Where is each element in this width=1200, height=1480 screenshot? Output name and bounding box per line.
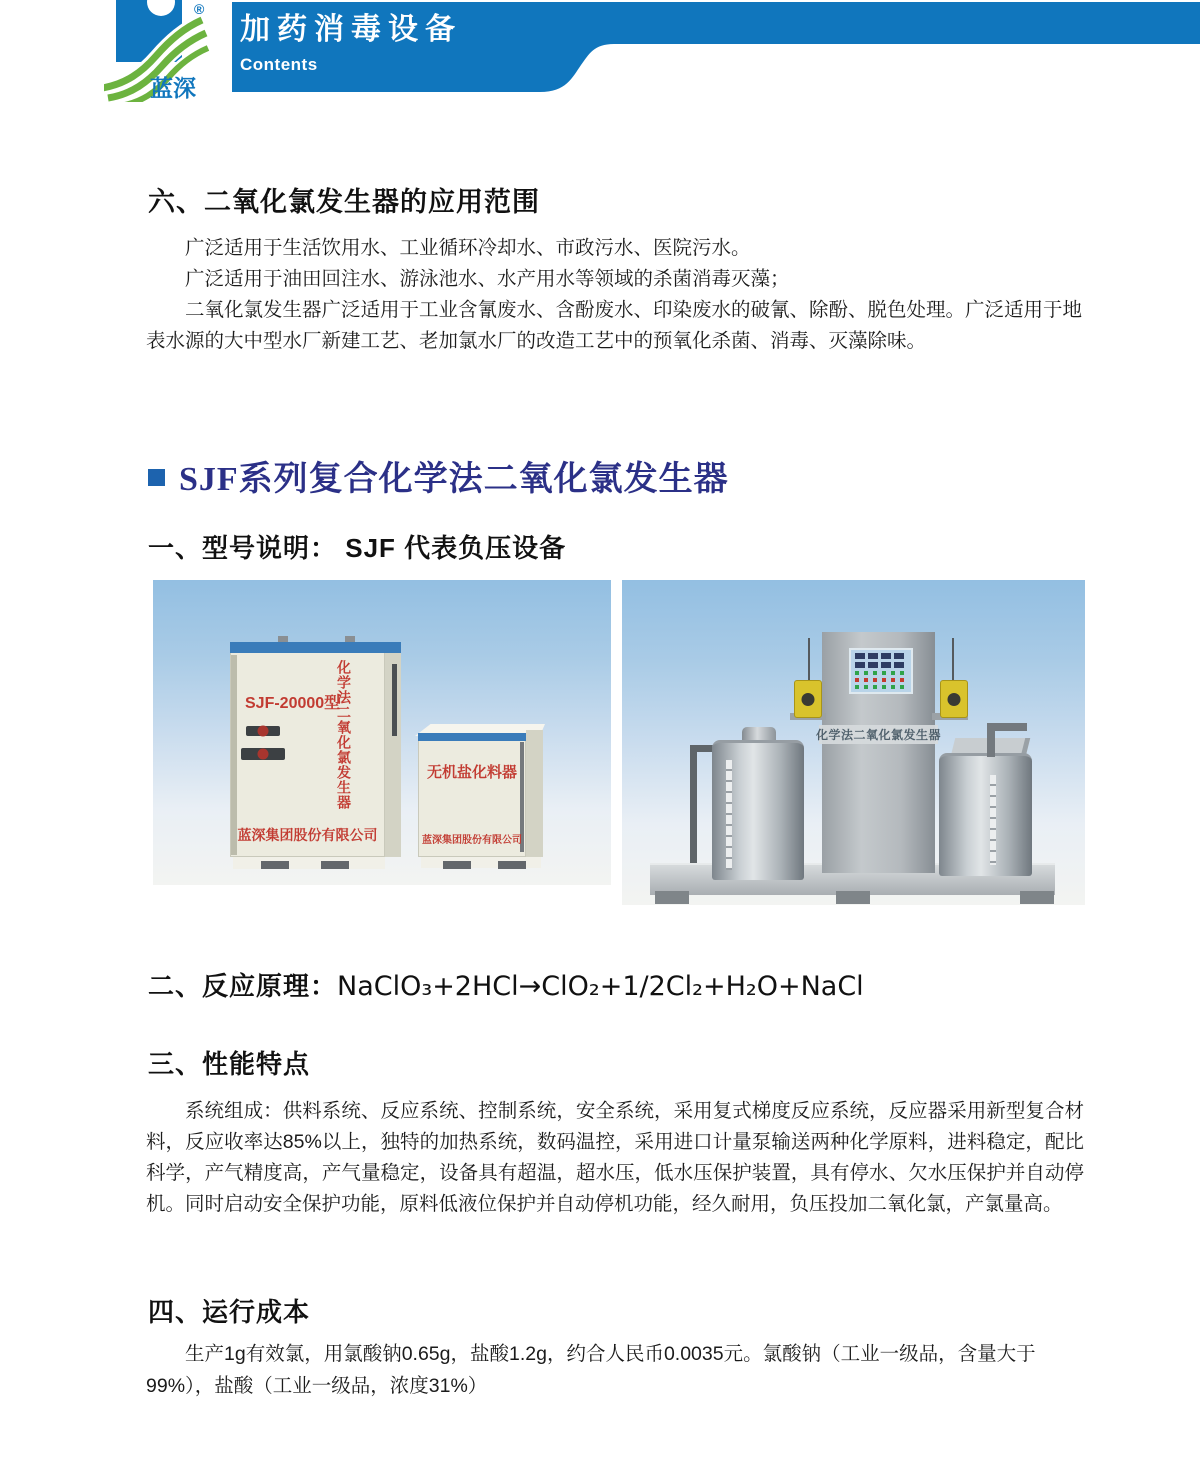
metering-pump-right xyxy=(940,680,968,718)
cabinet-top-knob xyxy=(278,636,288,642)
cabinet-plinth xyxy=(233,857,385,869)
product-photo-right xyxy=(622,580,1085,905)
section6-para3: 二氧化氯发生器广泛适用于工业含氰废水、含酚废水、印染废水的破氰、除酚、脱色处理。广泛适用于地表水源的大中型水厂新建工艺、老加氯水厂的改造工艺中的预氧化杀菌、消毒、灭藻除味。 xyxy=(146,299,1083,352)
indicator-lights-red xyxy=(855,678,907,682)
section3-paragraph: 系统组成：供料系统、反应系统、控制系统，安全系统，采用复式梯度反应系统，反应器采用新型复合材料，反应收率达85%以上，独特的加热系统，数码温控，采用进口计量泵输送两种化学原料，进料稳定，配比科学，产气精度高，产气量稳定，设备具有超温，超水压，低水压保护装置，具有停水、欠水压保护并自动停机。同时启动安全保护功能，原料低液位保护并自动停机功能，经久耐用，负压投加二氧化氯，产氯量高。 xyxy=(146,1100,1084,1215)
plinth-notch xyxy=(443,861,471,869)
section1-heading: 一、型号说明： SJF 代表负压设备 xyxy=(148,533,567,563)
section2-label: 二、反应原理： xyxy=(148,971,338,1001)
outlet-pipe-vertical xyxy=(987,723,995,757)
indicator-lights-green xyxy=(855,685,907,689)
logo-brand-text: 蓝深 xyxy=(150,75,196,101)
salt-box-side-face xyxy=(526,730,543,857)
plinth-notch xyxy=(321,861,349,869)
cabinet-top-strip xyxy=(230,642,401,653)
tank-sight-gauge xyxy=(726,760,732,870)
section6-para2: 广泛适用于油田回注水、游泳池水、水产用水等领域的杀菌消毒灭藻； xyxy=(185,268,790,290)
base-foot xyxy=(1020,891,1054,904)
series-title: SJF系列复合化学法二氧化氯发生器 xyxy=(179,461,729,498)
salt-box-label: 无机盐化料器 xyxy=(426,764,517,781)
section4-paragraph: 生产1g有效氯，用氯酸钠0.65g，盐酸1.2g，约合人民币0.0035元。氯酸钠（工业一级品，含量大于99%），盐酸（工业一级品，浓度31%） xyxy=(146,1343,1036,1397)
chemical-tank-right xyxy=(939,753,1032,876)
section2-heading xyxy=(148,966,864,1003)
section4-heading: 四、运行成本 xyxy=(148,1297,311,1327)
tank-sight-gauge xyxy=(990,775,996,865)
indicator-lights-green xyxy=(855,671,907,675)
cabinet-vertical-label: 化学法二氧化氯发生器 xyxy=(336,660,352,810)
section6-paragraphs xyxy=(146,233,1084,357)
valve-handle xyxy=(241,748,285,760)
section6-heading: 六、二氧化氯发生器的应用范围 xyxy=(148,187,540,217)
base-foot xyxy=(836,891,870,904)
cabinet-top-knob xyxy=(345,636,355,642)
metering-pump-left xyxy=(794,680,822,718)
reaction-formula: NaClO₃+2HCl→ClO₂+1/2Cl₂+H₂O+NaCl xyxy=(337,971,864,1002)
section3-heading: 三、性能特点 xyxy=(148,1049,311,1079)
pump-tube xyxy=(808,638,810,682)
company-logo-icon xyxy=(104,0,210,102)
valve-handle xyxy=(246,726,280,736)
digital-display-row xyxy=(855,653,907,659)
salt-box-company-label: 蓝深集团股份有限公司 xyxy=(422,835,522,846)
banner-subtitle: Contents xyxy=(240,55,318,74)
page-banner xyxy=(232,2,1200,92)
section6-para1: 广泛适用于生活饮用水、工业循环冷却水、市政污水、医院污水。 xyxy=(185,237,751,259)
cabinet-pipe xyxy=(392,664,397,736)
section3-paragraph-block xyxy=(146,1096,1084,1220)
cabinet-company-label: 蓝深集团股份有限公司 xyxy=(237,827,378,843)
salt-box-top-strip xyxy=(418,733,526,741)
section4-paragraph-block xyxy=(146,1338,1084,1402)
product-photo-left xyxy=(153,580,611,885)
series-title-row xyxy=(148,451,729,500)
model-label: SJF-20000型 xyxy=(245,695,341,712)
base-foot xyxy=(655,891,689,904)
square-bullet-icon xyxy=(148,469,165,486)
tower-name-plate: 化学法二氧化氯发生器 xyxy=(819,725,938,744)
banner-title: 加药消毒设备 xyxy=(240,13,462,46)
plinth-notch xyxy=(498,861,526,869)
registered-mark: ® xyxy=(194,1,205,17)
pump-tube xyxy=(952,638,954,682)
digital-display-row xyxy=(855,662,907,668)
control-panel xyxy=(849,648,913,694)
plinth-notch xyxy=(261,861,289,869)
feed-pipe-vertical xyxy=(690,745,697,863)
